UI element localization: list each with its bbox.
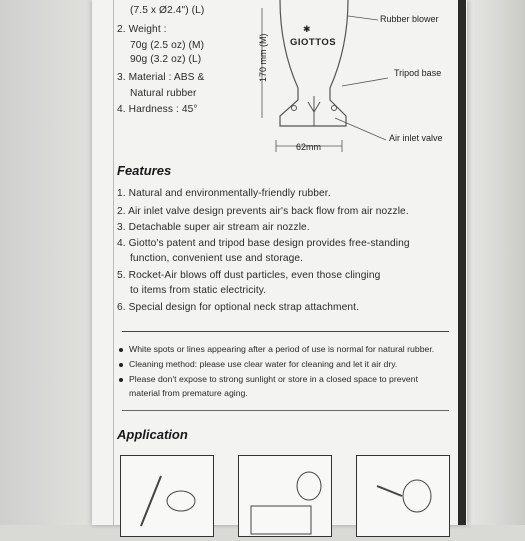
bullet [119, 378, 123, 382]
feature-item: 4. Giotto's patent and tripod base design provides free-standing [117, 238, 410, 249]
bullet [119, 348, 123, 352]
callout-air-inlet-valve: Air inlet valve [389, 133, 443, 143]
callout-rubber-blower: Rubber blower [380, 14, 439, 24]
feature-item: to items from static electricity. [130, 285, 267, 296]
spec-weight-title: 2. Weight : [117, 24, 167, 35]
application-heading: Application [117, 427, 188, 442]
feature-item: 5. Rocket-Air blows off dust particles, even those clinging [117, 270, 381, 281]
feature-item: 2. Air inlet valve design prevents air's back flow from air nozzle. [117, 206, 409, 217]
divider [122, 331, 449, 332]
width-label: 62mm [296, 142, 322, 152]
spec-size-large: (7.5 x Ø2.4") (L) [130, 5, 205, 16]
features-heading: Features [117, 163, 172, 178]
card-edge [458, 0, 466, 525]
divider [122, 410, 449, 411]
feature-item: function, convenient use and storage. [130, 253, 304, 264]
spec-material-title: 3. Material : ABS & [117, 72, 205, 83]
hand-blower-icon [121, 456, 213, 536]
lens-blower-icon [357, 456, 449, 536]
feature-item: 6. Special design for optional neck strap attachment. [117, 302, 360, 313]
spec-material-line2: Natural rubber [130, 88, 197, 99]
note-item: material from premature aging. [129, 388, 248, 398]
bullet [119, 363, 123, 367]
brand-logo-icon: ✱ [303, 24, 311, 34]
note-item: Please don't expose to strong sunlight or store in a closed space to prevent [129, 374, 419, 384]
card-fold-line [113, 0, 114, 525]
brand-logo-text: GIOTTOS [290, 37, 337, 48]
spec-weight-l: 90g (3.2 oz) (L) [130, 54, 202, 65]
feature-item: 3. Detachable super air stream air nozzle. [117, 222, 310, 233]
note-item: White spots or lines appearing after a period of use is normal for natural rubber. [129, 344, 435, 354]
height-label: 170 mm (M) [258, 33, 268, 82]
note-item: Cleaning method: please use clear water for cleaning and let it air dry. [129, 359, 398, 369]
spec-weight-m: 70g (2.5 oz) (M) [130, 40, 205, 51]
background-right [466, 0, 525, 525]
callout-tripod-base: Tripod base [394, 68, 442, 78]
feature-item: 1. Natural and environmentally-friendly rubber. [117, 188, 331, 199]
spec-hardness: 4. Hardness : 45° [117, 104, 198, 115]
camera-blower-icon [239, 456, 331, 536]
